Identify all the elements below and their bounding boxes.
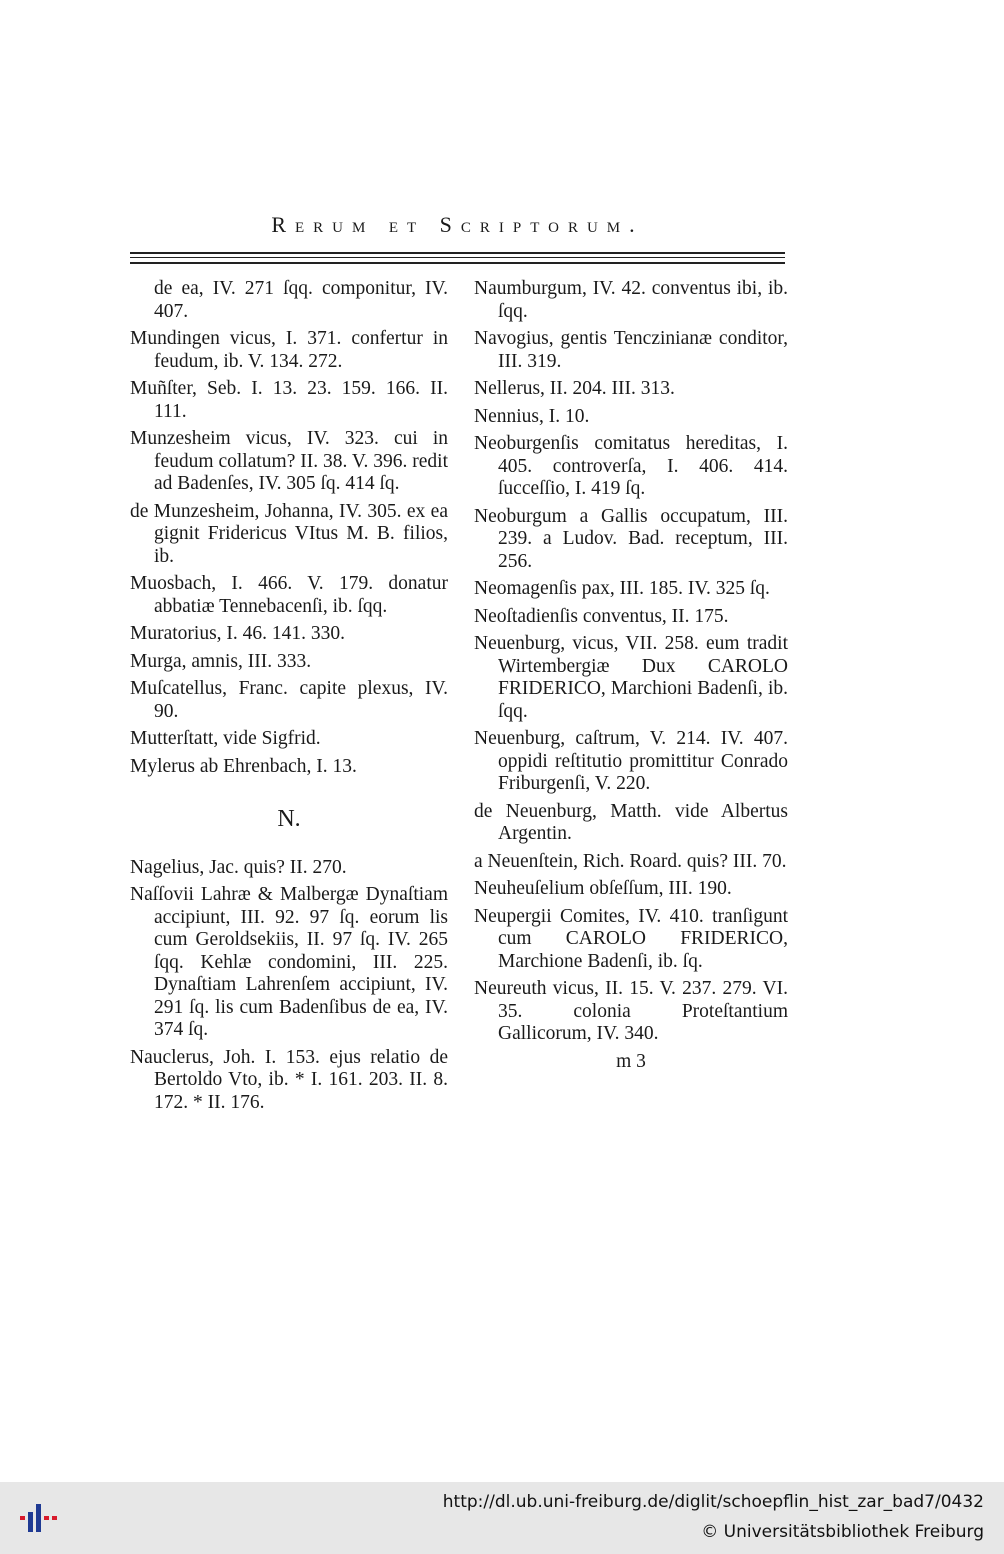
index-entry: Naumburgum, IV. 42. conventus ibi, ib. ſqq. — [474, 278, 788, 322]
index-entry: Neuenburg, vicus, VII. 258. eum tradit Wirtembergiæ Dux CAROLO FRIDERICO, Marchioni Badenſi, ib. ſqq. — [474, 633, 788, 722]
index-entry: Naſſovii Lahræ & Malbergæ Dynaſtiam accipiunt, III. 92. 97 ſq. eorum lis cum Geroldsekiis, II. 97 ſq. IV. 265 ſqq. Kehlæ condomini, III. 225. Dynaſtiam Lahrenſem accipiunt, IV. 291 ſq. lis cum Badenſibus de ea, IV. 374 ſq. — [130, 884, 448, 1040]
index-entry: Muſcatellus, Franc. capite plexus, IV. 90. — [130, 678, 448, 722]
header-rule — [130, 252, 785, 254]
index-entry: Neoburgenſis comitatus hereditas, I. 405. controverſa, I. 406. 414. ſucceſſio, I. 419 ſq. — [474, 433, 788, 499]
index-entry: Neuheuſelium obſeſſum, III. 190. — [474, 878, 732, 899]
index-entry: Muñſter, Seb. I. 13. 23. 159. 166. II. 111. — [130, 378, 448, 422]
header-rule — [130, 257, 785, 258]
index-entry: Neomagenſis pax, III. 185. IV. 325 ſq. — [474, 578, 770, 599]
left-column — [130, 278, 448, 1119]
index-entry: Muratorius, I. 46. 141. 330. — [130, 623, 346, 644]
index-entry: Mundingen vicus, I. 371. confertur in feudum, ib. V. 134. 272. — [130, 328, 448, 372]
index-entry: de Neuenburg, Matth. vide Albertus Argentin. — [474, 800, 788, 844]
index-entry: Nauclerus, Joh. I. 153. ejus relatio de Bertoldo Vto, ib. * I. 161. 203. II. 8. 172. * II. 176. — [130, 1046, 448, 1113]
index-entry: Munzesheim vicus, IV. 323. cui in feudum collatum? II. 38. V. 396. redit ad Badenſes, IV. 305 ſq. 414 ſq. — [130, 428, 448, 494]
index-entry: Nellerus, II. 204. III. 313. — [474, 378, 675, 399]
signature-mark: m 3 — [616, 1050, 646, 1072]
footer-bar — [0, 1482, 1004, 1554]
index-entry: Nennius, I. 10. — [474, 405, 590, 427]
index-entry: Neuenburg, caſtrum, V. 214. IV. 407. oppidi reſtitutio promittitur Conrado Friburgenſi, V. 220. — [474, 728, 788, 794]
index-entry: de ea, IV. 271 ſqq. componitur, IV. 407. — [154, 278, 448, 322]
ub-freiburg-logo-icon — [14, 1502, 64, 1534]
index-entry: Neupergii Comites, IV. 410. tranſigunt cum CAROLO FRIDERICO, Marchione Badenſi, ib. ſq. — [474, 905, 788, 972]
index-entry: Mutterſtatt, vide Sigfrid. — [130, 728, 321, 749]
index-entry: Muosbach, I. 466. V. 179. donatur abbatiæ Tennebacenſi, ib. ſqq. — [130, 573, 448, 617]
index-entry: Murga, amnis, III. 333. — [130, 650, 312, 672]
index-entry: Navogius, gentis Tenczinianæ conditor, III. 319. — [474, 328, 788, 372]
index-entry: de Munzesheim, Johanna, IV. 305. ex ea gignit Fridericus VItus M. B. filios, ib. — [130, 500, 448, 567]
running-header: Rerum et Scriptorum. — [271, 212, 644, 237]
index-entry: Neoſtadienſis conventus, II. 175. — [474, 605, 729, 627]
right-column — [474, 278, 788, 1073]
index-entry: Neureuth vicus, II. 15. V. 237. 279. VI. 35. colonia Proteſtantium Gallicorum, IV. 340. — [474, 978, 788, 1044]
index-entry: Nagelius, Jac. quis? II. 270. — [130, 856, 347, 878]
header-rule — [130, 262, 785, 264]
source-url[interactable]: http://dl.ub.uni-freiburg.de/diglit/schoepflin_hist_zar_bad7/0432 — [442, 1492, 984, 1512]
copyright-notice: © Universitätsbibliothek Freiburg — [701, 1522, 984, 1542]
index-entry: a Neuenſtein, Rich. Roard. quis? III. 70. — [474, 850, 787, 872]
index-entry: Mylerus ab Ehrenbach, I. 13. — [130, 755, 357, 777]
index-entry: Neoburgum a Gallis occupatum, III. 239. a Ludov. Bad. receptum, III. 256. — [474, 505, 788, 572]
section-letter: N. — [277, 806, 301, 832]
